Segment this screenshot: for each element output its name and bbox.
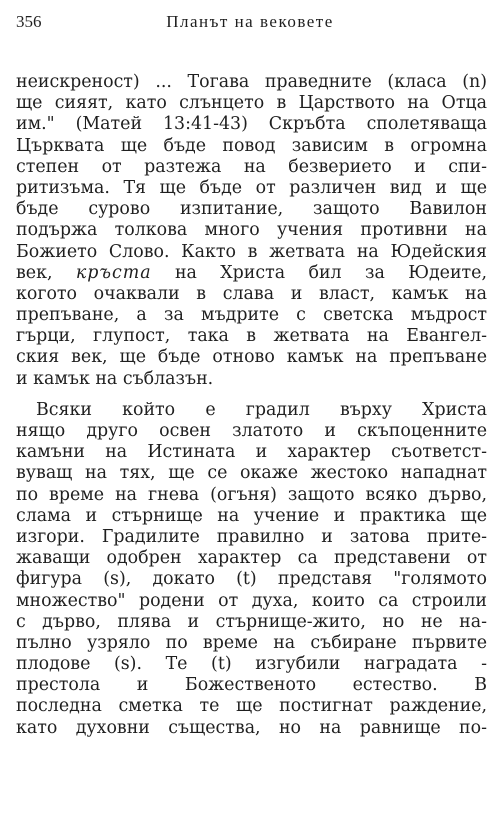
- text-line: престола и Божественото естество. В: [16, 675, 487, 696]
- text-line: и камък на съблазън.: [16, 368, 214, 389]
- text-line: подържа толкова много учения противни на: [16, 220, 487, 241]
- text-line: жаващи одобрен характер са представени от: [16, 548, 487, 569]
- text-line: фигура (s), докато (t) представя "голямото: [16, 569, 487, 590]
- text-line: ския век, ще бъде отново камък на препъване: [16, 347, 487, 368]
- text-line: степен от разтежа на безверието и спи-: [16, 156, 487, 177]
- text-line: слама и стърнище на учение и практика ще: [16, 505, 487, 526]
- emphasized-word: кръста: [75, 262, 152, 283]
- text-line: Всяки който е градил върху Христа: [36, 399, 487, 420]
- page-number: 356: [16, 12, 42, 31]
- page-header: [16, 10, 484, 34]
- text-line: им." (Матей 13:41-43) Скръбта сполетяваща: [16, 114, 487, 135]
- text-line: Божието Слово. Както в жетвата на Юдейския: [16, 241, 487, 262]
- text-line: Църквата ще бъде повод зависим в огромна: [16, 135, 487, 156]
- text-line: последна сметка те ще постигнат раждение,: [16, 696, 487, 717]
- text-line: пълно узряло по време на събиране първите: [16, 632, 487, 653]
- text-line: [16, 263, 487, 284]
- running-title: Планът на вековете: [166, 12, 334, 31]
- text-line: неискреност) ... Тогава праведните (класа (n): [16, 72, 487, 92]
- text-run: век,: [16, 262, 76, 283]
- text-line: бъде сурово изпитание, защото Вавилон: [16, 199, 487, 220]
- text-line: плодове (s). Те (t) изгубили наградата -: [16, 654, 487, 675]
- text-line: като духовни същества, но на равнище по-: [16, 717, 487, 738]
- text-line: вуващ на тях, ще се окаже жестоко нападнат: [16, 463, 487, 484]
- text-line: с дърво, плява и стърнище-жито, но не на-: [16, 611, 487, 632]
- text-run: на Христа бил за Юдеите,: [151, 262, 487, 283]
- text-line: по време на гнева (огъня) защото всяко дърво,: [16, 484, 487, 505]
- text-line: ще сияят, като слънцето в Царството на Отца: [16, 93, 487, 114]
- text-line: камъни на Истината и характер съответст-: [16, 442, 487, 463]
- text-line: изгори. Градилите правилно и затова прите-: [16, 526, 487, 547]
- text-line: препъване, а за мъдрите с светска мъдрост: [16, 305, 487, 326]
- text-line: гърци, глупост, така в жетвата на Евангел-: [16, 326, 487, 347]
- text-line: когото очаквали в слава и власт, камък на: [16, 283, 487, 304]
- paragraph-gap: [16, 390, 487, 400]
- body-text: [16, 72, 487, 739]
- text-line: множество" родени от духа, които са строили: [16, 590, 487, 611]
- text-line: ритизъма. Тя ще бъде от различен вид и ще: [16, 177, 487, 198]
- text-line: нящо друго освен златото и скъпоценните: [16, 421, 487, 441]
